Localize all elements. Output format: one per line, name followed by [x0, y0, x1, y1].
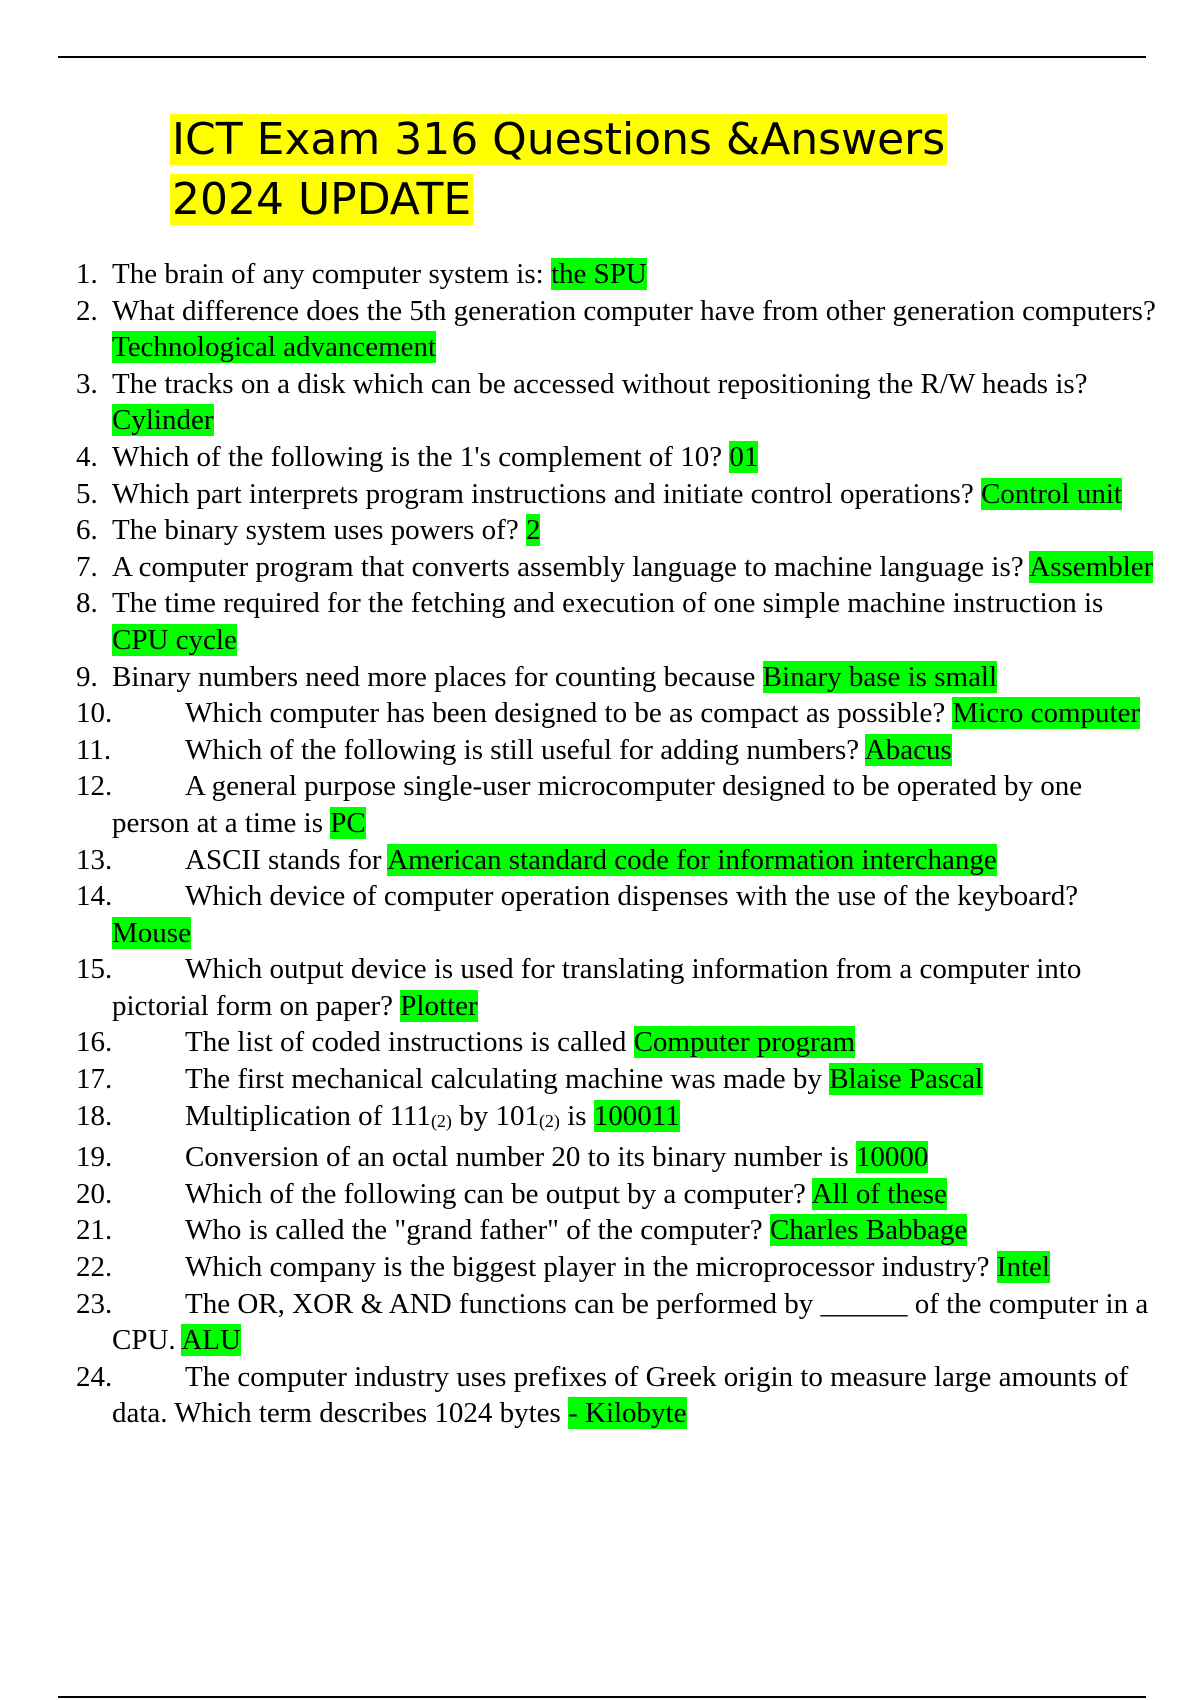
answer-highlight: CPU cycle: [112, 623, 237, 656]
answer-highlight: American standard code for information interchange: [387, 843, 997, 876]
question-text: ASCII stands for: [185, 843, 382, 876]
item-number: 17.: [76, 1063, 113, 1096]
answer-highlight: Charles Babbage: [769, 1214, 968, 1247]
answer-highlight: Cylinder: [112, 404, 214, 437]
question-text: Multiplication of 111: [185, 1099, 431, 1132]
question-text: Which device of computer operation dispenses with the use of the keyboard?: [185, 880, 1079, 913]
item-number: 18.: [76, 1099, 113, 1132]
item-number: 10.: [76, 697, 113, 730]
question-text: Which part interprets program instructions and initiate control operations?: [112, 477, 974, 510]
answer-highlight: Technological advancement: [112, 331, 437, 364]
question-text: Which of the following is the 1's complement of 10?: [112, 440, 723, 473]
question-text: Which company is the biggest player in the microprocessor industry?: [185, 1251, 990, 1284]
question-text: A computer program that converts assembly language to machine language is?: [112, 550, 1024, 583]
list-item: [66, 695, 1156, 732]
question-list: [66, 256, 1156, 1432]
document-title: [170, 110, 1070, 230]
list-item: [66, 256, 1156, 293]
question-text: The tracks on a disk which can be accessed without repositioning the R/W heads is?: [112, 367, 1088, 400]
question-text: Binary numbers need more places for counting because: [112, 660, 756, 693]
item-number: 2.: [76, 294, 98, 327]
answer-highlight: 2: [525, 514, 541, 547]
item-number: 5.: [76, 477, 98, 510]
item-number: 19.: [76, 1141, 113, 1174]
question-text: The binary system uses powers of?: [112, 514, 519, 547]
title-line-1: ICT Exam 316 Questions &Answers: [172, 114, 946, 165]
question-text: A general purpose single-user microcomputer designed to be operated by one person at a time is: [112, 770, 1083, 839]
item-number: 20.: [76, 1177, 113, 1210]
list-item: [66, 878, 1156, 951]
question-text: The first mechanical calculating machine was made by: [185, 1063, 822, 1096]
item-number: 21.: [76, 1214, 113, 1247]
answer-highlight: Mouse: [112, 916, 191, 949]
answer-highlight: ALU: [181, 1324, 241, 1357]
answer-highlight: the SPU: [550, 258, 647, 290]
list-item: [66, 585, 1156, 658]
question-text: The brain of any computer system is:: [112, 258, 544, 290]
list-item: [66, 1139, 1156, 1176]
item-number: 13.: [76, 843, 113, 876]
list-item: [66, 659, 1156, 696]
question-text: Which of the following can be output by a computer?: [185, 1177, 806, 1210]
item-number: 12.: [76, 770, 113, 803]
question-text: by 101: [451, 1099, 539, 1132]
base-subscript: (2): [538, 1110, 560, 1131]
answer-highlight: 100011: [593, 1099, 680, 1132]
question-text: The OR, XOR & AND functions can be performed by ______ of the computer in a CPU.: [112, 1287, 1149, 1357]
question-text: Conversion of an octal number 20 to its binary number is: [185, 1141, 849, 1174]
list-item: [66, 1061, 1156, 1098]
list-item: [66, 1359, 1156, 1432]
item-number: 14.: [76, 880, 113, 913]
answer-highlight: Control unit: [980, 477, 1122, 510]
answer-highlight: Abacus: [864, 733, 952, 766]
question-text: The list of coded instructions is called: [185, 1026, 627, 1059]
title-line-2: 2024 UPDATE: [172, 174, 472, 225]
list-item: [66, 1249, 1156, 1286]
question-text: Which computer has been designed to be as compact as possible?: [185, 697, 946, 730]
item-number: 7.: [76, 550, 98, 583]
base-subscript: (2): [430, 1110, 452, 1131]
item-number: 4.: [76, 440, 98, 473]
question-text: What difference does the 5th generation computer have from other generation computers?: [112, 294, 1156, 327]
item-number: 3.: [76, 367, 98, 400]
question-text: Which of the following is still useful for adding numbers?: [185, 733, 860, 766]
answer-highlight: Plotter: [400, 989, 478, 1022]
answer-highlight: All of these: [811, 1177, 947, 1210]
answer-highlight: Binary base is small: [762, 660, 998, 693]
bottom-rule: [58, 1696, 1146, 1698]
answer-highlight: - Kilobyte: [568, 1397, 687, 1430]
list-item: [66, 1212, 1156, 1249]
item-number: 8.: [76, 587, 98, 620]
item-number: 1.: [76, 258, 98, 290]
item-number: 11.: [76, 733, 112, 766]
list-item: [66, 732, 1156, 769]
item-number: 6.: [76, 514, 98, 547]
question-text: is: [559, 1099, 587, 1132]
answer-highlight: PC: [330, 806, 366, 839]
answer-highlight: Micro computer: [952, 697, 1141, 730]
list-item: [66, 1024, 1156, 1061]
question-text: The computer industry uses prefixes of Greek origin to measure large amounts of data. Which term describes 1024 bytes: [112, 1360, 1129, 1430]
question-text: Who is called the "grand father" of the computer?: [185, 1214, 763, 1247]
top-rule: [58, 56, 1146, 58]
list-item: [66, 366, 1156, 439]
list-item: [66, 1176, 1156, 1213]
question-text: Which output device is used for translating information from a computer into pictorial form on paper?: [112, 953, 1082, 1022]
answer-highlight: Blaise Pascal: [829, 1063, 984, 1096]
item-number: 24.: [76, 1360, 113, 1393]
answer-highlight: 10000: [855, 1141, 929, 1174]
list-item: [66, 512, 1156, 549]
list-item: [66, 1098, 1156, 1140]
list-item: [66, 439, 1156, 476]
item-number: 16.: [76, 1026, 113, 1059]
answer-highlight: Assembler: [1029, 550, 1154, 583]
item-number: 15.: [76, 953, 113, 986]
item-number: 9.: [76, 660, 98, 693]
answer-highlight: 01: [729, 440, 759, 473]
list-item: [66, 549, 1156, 586]
answer-highlight: Intel: [996, 1251, 1050, 1284]
question-text: The time required for the fetching and execution of one simple machine instruction is: [112, 587, 1104, 620]
item-number: 23.: [76, 1287, 113, 1320]
item-number: 22.: [76, 1251, 113, 1284]
list-item: [66, 293, 1156, 366]
list-item: [66, 1286, 1156, 1359]
list-item: [66, 951, 1156, 1024]
list-item: [66, 476, 1156, 513]
list-item: [66, 768, 1156, 841]
answer-highlight: Computer program: [633, 1026, 856, 1059]
list-item: [66, 842, 1156, 879]
